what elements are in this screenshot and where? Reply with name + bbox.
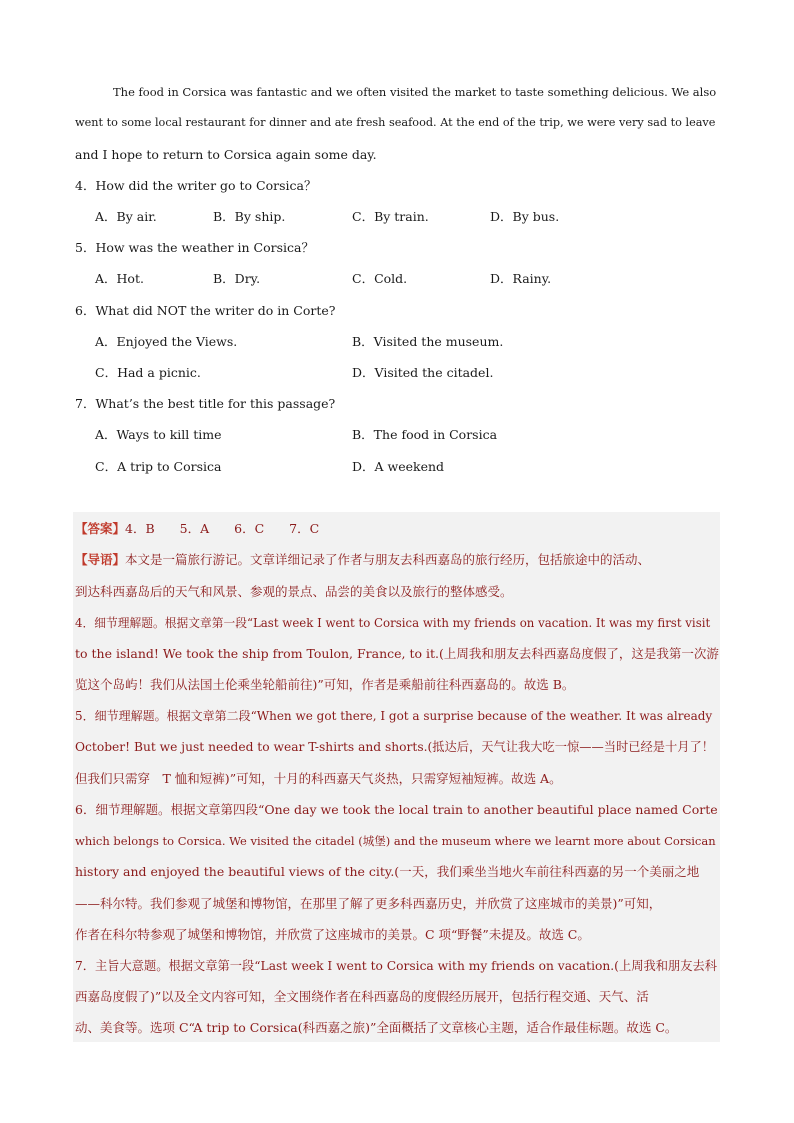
passage-line: The food in Corsica was fantastic and we often visited the market to taste something delicious. We also (113, 85, 717, 99)
option: C．Cold. (352, 271, 408, 286)
explanation-line: 5．细节理解题。根据文章第二段“When we got there, I got a surprise because of the weather. It was already (75, 709, 713, 723)
explanation-line: 4．细节理解题。根据文章第一段“Last week I went to Corsica with my friends on vacation. It was my first visit (75, 616, 711, 630)
option: A．By air. (95, 209, 157, 224)
explanation-line: ——科尔特。我们参观了城堡和博物馆，在那里了解了更多科西嘉历史，并欣赏了这座城市的美景)”可知， (75, 896, 662, 911)
question-stem: 6．What did NOT the writer do in Corte? (75, 303, 336, 318)
explanation-line: October! But we just needed to wear T-shirts and shorts.(抵达后，天气让我大吃一惊——当时已经是十月了！ (75, 740, 715, 754)
guide-line: 【导语】本文是一篇旅行游记。文章详细记录了作者与朋友去科西嘉岛的旅行经历，包括旅途中的活动、 (75, 552, 651, 567)
option: A．Enjoyed the Views. (95, 334, 238, 349)
explanation-line: 西嘉岛度假了)”以及全文内容可知，全文围绕作者在科西嘉岛的度假经历展开，包括行程交通、天气、活 (75, 989, 649, 1004)
option: D．Rainy. (490, 271, 552, 286)
option: C．Had a picnic. (95, 365, 201, 380)
option: C．By train. (352, 209, 429, 224)
option: D．By bus. (490, 209, 560, 224)
explanation-line: 到达科西嘉岛后的天气和风景、参观的景点、品尝的美食以及旅行的整体感受。 (75, 584, 513, 599)
answer-line (75, 521, 319, 537)
explanation-line: which belongs to Corsica. We visited the citadel (城堡) and the museum where we learnt more about Corsican (75, 834, 716, 848)
option: C．A trip to Corsica (95, 459, 222, 474)
option: A．Hot. (95, 271, 144, 286)
explanation-line: 但我们只需穿 T 恤和短裤)”可知，十月的科西嘉天气炎热，只需穿短袖短裤。故选 A。 (75, 771, 562, 786)
question-stem: 7．What’s the best title for this passage? (75, 396, 336, 411)
explanation-line: 动、美食等。选项 C“A trip to Corsica(科西嘉之旅)”全面概括了文章核心主题，适合作最佳标题。故选 C。 (75, 1020, 678, 1035)
option: B．Dry. (213, 271, 261, 286)
explanation-line: 览这个岛屿！我们从法国土伦乘坐轮船前往)”可知，作者是乘船前往科西嘉岛的。故选 B。 (75, 677, 575, 692)
option: B．Visited the museum. (352, 334, 504, 349)
option: D．Visited the citadel. (352, 365, 494, 380)
passage-line: went to some local restaurant for dinner and ate fresh seafood. At the end of the trip, we were very sad to leave (75, 116, 716, 129)
explanation-line: history and enjoyed the beautiful views of the city.(一天，我们乘坐当地火车前往科西嘉的另一个美丽之地 (75, 864, 700, 879)
option: A．Ways to kill time (95, 427, 222, 442)
question-stem: 4．How did the writer go to Corsica？ (75, 178, 317, 193)
explanation-line: 6．细节理解题。根据文章第四段“One day we took the local train to another beautiful place named Corte (75, 802, 718, 817)
option: D．A weekend (352, 459, 445, 474)
answer-values: 4．B 5．A 6．C 7．C (125, 521, 320, 536)
question-stem: 5．How was the weather in Corsica？ (75, 240, 314, 255)
option: B．By ship. (213, 209, 286, 224)
guide-tag: 【导语】 (75, 552, 126, 567)
answer-tag: 【答案】 (75, 521, 126, 536)
explanation-line: 作者在科尔特参观了城堡和博物馆，并欣赏了这座城市的美景。C 项“野餐”未提及。故选 C。 (75, 927, 590, 942)
explanation-line: to the island! We took the ship from Toulon, France, to it.(上周我和朋友去科西嘉岛度假了，这是我第一次游 (75, 646, 719, 661)
explanation-line: 7．主旨大意题。根据文章第一段“Last week I went to Corsica with my friends on vacation.(上周我和朋友去科 (75, 959, 717, 973)
option: B．The food in Corsica (352, 427, 498, 442)
passage-line: and I hope to return to Corsica again some day. (75, 147, 377, 162)
